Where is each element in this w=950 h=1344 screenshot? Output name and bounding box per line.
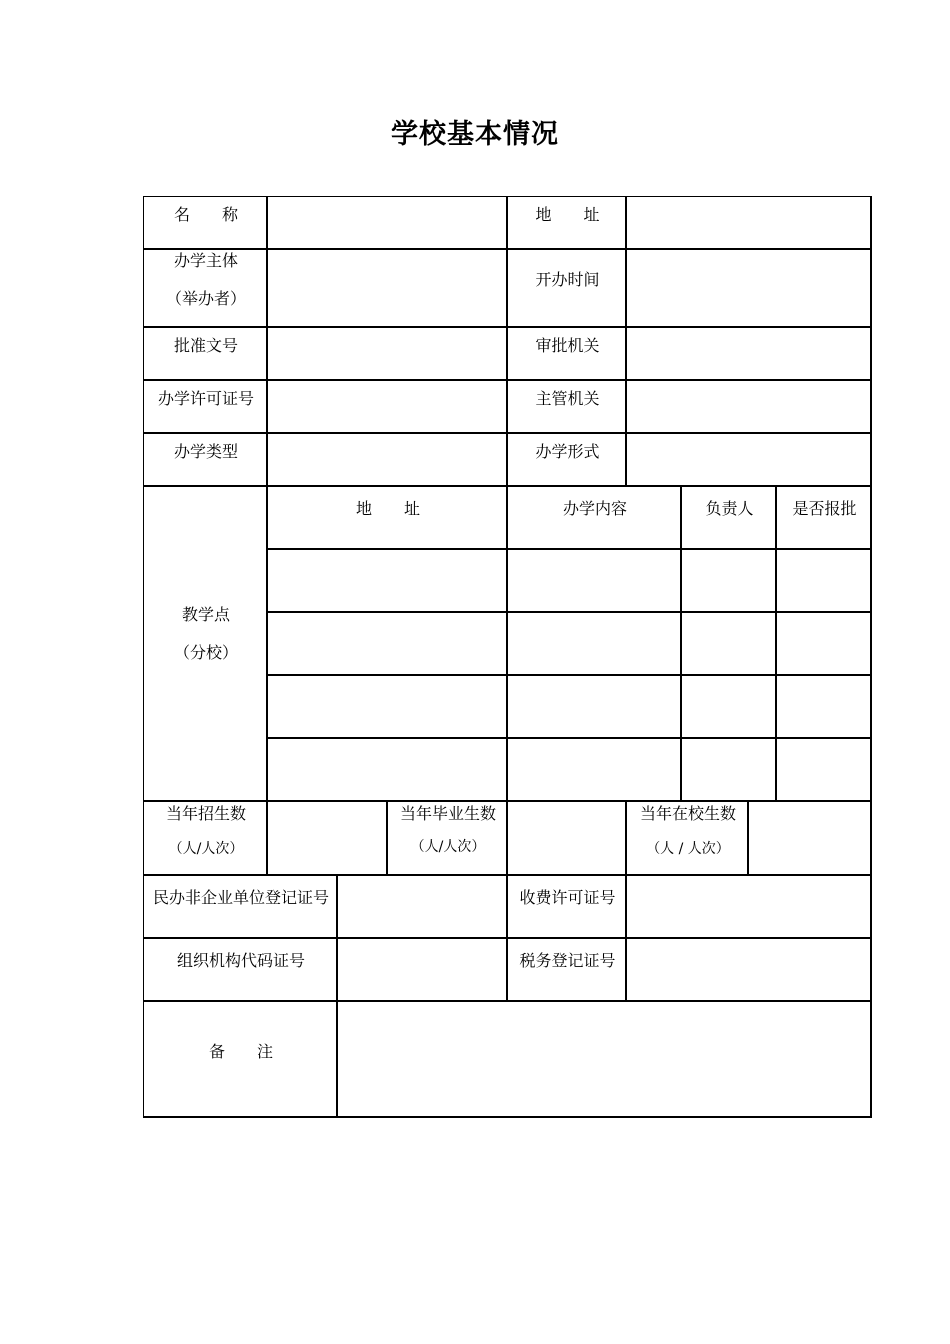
label-enroll-line1: 当年招生数 [165,804,246,823]
label-cell-license [143,380,267,433]
label-cell-current [626,801,748,875]
label-cell-graduate [387,801,507,875]
label-approval-authority: 审批机关 [535,336,600,355]
value-cell-address[interactable] [626,196,871,249]
label-start-time: 开办时间 [535,270,600,289]
label-address: 地 址 [535,205,600,224]
label-school-type: 办学类型 [173,442,238,461]
label-cell-private-reg [143,875,337,938]
value-cell-private-reg[interactable] [337,875,507,938]
label-current-line1: 当年在校生数 [639,804,736,823]
label-license-no: 办学许可证号 [157,389,254,408]
label-fee-license-no: 收费许可证号 [519,888,616,907]
label-cell-approval-authority [507,327,626,380]
branch-row-3-person[interactable] [681,675,776,738]
branch-header-address-label: 地 址 [355,499,420,518]
label-cell-fee-license [507,875,626,938]
branch-row-1-content[interactable] [507,549,681,612]
label-name: 名 称 [173,205,238,224]
value-cell-remarks[interactable] [337,1001,871,1117]
label-branch-line1: 教学点 [181,605,230,624]
branch-row-3-content[interactable] [507,675,681,738]
label-cell-remarks [143,1001,337,1117]
branch-header-content-label: 办学内容 [562,499,627,518]
branch-row-2-address[interactable] [267,612,507,675]
value-cell-org-code[interactable] [337,938,507,1001]
label-branch-line2: （分校） [173,643,238,662]
branch-row-2-reported[interactable] [776,612,871,675]
label-enroll-line2: （人/人次） [168,841,244,857]
value-cell-tax-reg[interactable] [626,938,871,1001]
branch-header-person [681,486,776,549]
label-tax-reg-no: 税务登记证号 [519,951,616,970]
branch-row-4-address[interactable] [267,738,507,801]
branch-row-1-reported[interactable] [776,549,871,612]
label-cell-enroll [143,801,267,875]
page-title: 学校基本情况 [391,119,559,150]
branch-row-1-person[interactable] [681,549,776,612]
branch-row-2-person[interactable] [681,612,776,675]
value-cell-approval-authority[interactable] [626,327,871,380]
label-cell-start-time [507,249,626,327]
branch-row-4-person[interactable] [681,738,776,801]
value-cell-approval-doc[interactable] [267,327,507,380]
value-cell-school-type[interactable] [267,433,507,486]
branch-header-reported [776,486,871,549]
value-cell-current[interactable] [748,801,871,875]
branch-header-address [267,486,507,549]
label-graduate-line2: （人/人次） [410,839,486,855]
branch-header-reported-label: 是否报批 [792,499,857,518]
label-current-line2: （人 / 人次） [646,841,730,857]
label-org-code-no: 组织机构代码证号 [176,951,305,970]
branch-header-person-label: 负责人 [705,499,754,518]
label-cell-school-type [143,433,267,486]
value-cell-start-time[interactable] [626,249,871,327]
value-cell-supervising[interactable] [626,380,871,433]
branch-header-content [507,486,681,549]
label-private-reg-no: 民办非企业单位登记证号 [152,888,329,907]
value-cell-organizer[interactable] [267,249,507,327]
branch-row-2-content[interactable] [507,612,681,675]
label-approval-doc-no: 批准文号 [173,336,238,355]
label-cell-organizer [143,249,267,327]
branch-row-1-address[interactable] [267,549,507,612]
branch-row-3-reported[interactable] [776,675,871,738]
branch-row-4-content[interactable] [507,738,681,801]
value-cell-name[interactable] [267,196,507,249]
value-cell-school-form[interactable] [626,433,871,486]
branch-row-4-reported[interactable] [776,738,871,801]
label-organizer-line2: （举办者） [165,289,246,308]
label-remarks: 备 注 [208,1042,273,1061]
label-cell-address [507,196,626,249]
label-cell-branch [143,486,267,801]
value-cell-license[interactable] [267,380,507,433]
label-supervising-authority: 主管机关 [535,389,600,408]
label-cell-school-form [507,433,626,486]
label-school-form: 办学形式 [535,442,600,461]
value-cell-graduate[interactable] [507,801,626,875]
label-cell-org-code [143,938,337,1001]
label-organizer-line1: 办学主体 [173,251,238,270]
label-cell-supervising [507,380,626,433]
value-cell-enroll[interactable] [267,801,387,875]
label-graduate-line1: 当年毕业生数 [399,804,496,823]
branch-row-3-address[interactable] [267,675,507,738]
label-cell-name [143,196,267,249]
label-cell-approval-doc [143,327,267,380]
label-cell-tax-reg [507,938,626,1001]
value-cell-fee-license[interactable] [626,875,871,938]
